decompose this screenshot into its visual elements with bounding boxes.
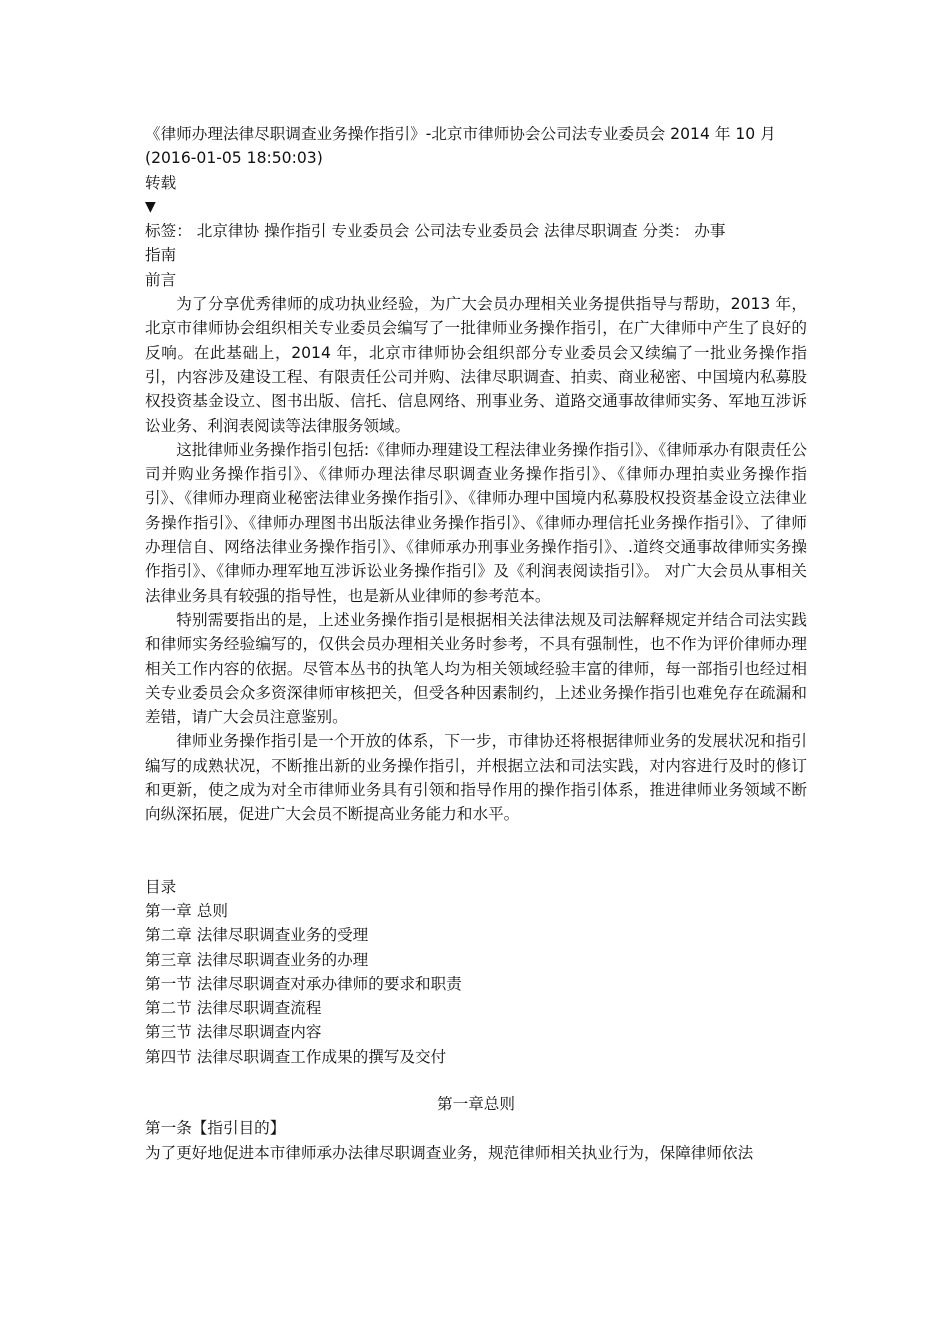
preface-paragraph: 这批律师业务操作指引包括:《律师办理建设工程法律业务操作指引》、《律师承办有限责任公司并购业务操作指引》、《律师办理法律尽职调查业务操作指引》、《律师办理拍卖业务操作指引》、《律师办理商业秘密法律业务操作指引》、《律师办理中国境内私募股权投资基金设立法律业务操作指引》、《律师办理图书出版法律业务操作指引》、《律师办理信托业务操作指引》、了律师办理信自、网络法律业务操作指引》、《律师承办刑事业务操作指引》、.道终交通事故律师实务操作指引》、《律师办理军地互涉诉讼业务操作指引》及《利润表阅读指引》。 对广大会员从事相关法律业务具有较强的指导性，也是新从业律师的参考范本。 xyxy=(145,440,807,605)
preface-paragraph: 律师业务操作指引是一个开放的体系，下一步，市律协还将根据律师业务的发展状况和指引编写的成熟状况，不断推出新的业务操作指引，并根据立法和司法实践，对内容进行及时的修订和更新，使之成为对全市律师业务具有引领和指导作用的操作指引体系，推进律师业务领域不断向纵深拓展，促进广大会员不断提高业务能力和水平。 xyxy=(145,732,807,824)
toc-item: 第二节 法律尽职调查流程 xyxy=(145,999,322,1018)
toc-item: 第三章 法律尽职调查业务的办理 xyxy=(145,950,369,969)
chapter-heading: 第一章总则 xyxy=(437,1094,515,1113)
toc-item: 第二章 法律尽职调查业务的受理 xyxy=(145,926,369,945)
toc-item: 第一章 总则 xyxy=(145,901,228,920)
section-spacer xyxy=(145,827,807,875)
toc-item: 第三节 法律尽职调查内容 xyxy=(145,1023,322,1042)
toc-item: 第四节 法律尽职调查工作成果的撰写及交付 xyxy=(145,1047,447,1066)
article-text: 为了更好地促进本市律师承办法律尽职调查业务，规范律师相关执业行为，保障律师依法 xyxy=(145,1143,754,1162)
document-page xyxy=(145,122,807,1165)
category-line: 指南 xyxy=(145,246,177,265)
repost-label[interactable]: 转载 xyxy=(145,173,177,192)
toc-item: 第一节 法律尽职调查对承办律师的要求和职责 xyxy=(145,974,462,993)
preface-heading: 前言 xyxy=(145,270,177,289)
triangle-down-icon[interactable]: ▼ xyxy=(145,198,156,215)
preface-paragraph: 特别需要指出的是，上述业务操作指引是根据相关法律法规及司法解释规定并结合司法实践和律师实务经验编写的，仅供会员办理相关业务时参考，不具有强制性，也不作为评价律师办理相关工作内容的依据。尽管本丛书的执笔人均为相关领域经验丰富的律师，每一部指引也经过相关专业委员会众多资深律师审核把关，但受各种因素制约，上述业务操作指引也难免存在疏漏和差错，请广大会员注意鉴别。 xyxy=(145,610,807,727)
document-title: 《律师办理法律尽职调查业务操作指引》-北京市律师协会公司法专业委员会 2014 年 10 月 xyxy=(145,125,776,143)
toc-heading: 目录 xyxy=(145,877,177,896)
article-title: 第一条【指引目的】 xyxy=(145,1119,286,1138)
preface-paragraph: 为了分享优秀律师的成功执业经验，为广大会员办理相关业务提供指导与帮助，2013 年，北京市律师协会组织相关专业委员会编写了一批律师业务操作指引，在广大律师中产生了良好的反响。在此基础上，2014 年，北京市律师协会组织部分专业委员会又续编了一批业务操作指引，内容涉及建设工程、有限责任公司并购、法律尽职调查、拍卖、商业秘密、中国境内私募股权投资基金设立、图书出版、信托、信息网络、刑事业务、道路交通事故律师实务、军地互涉诉讼业务、利润表阅读等法律服务领域。 xyxy=(145,295,807,435)
tags-line: 标签： 北京律协 操作指引 专业委员会 公司法专业委员会 法律尽职调查 分类： 办事 xyxy=(145,222,726,241)
post-timestamp: (2016-01-05 18:50:03) xyxy=(145,149,323,168)
section-spacer xyxy=(145,1069,807,1092)
